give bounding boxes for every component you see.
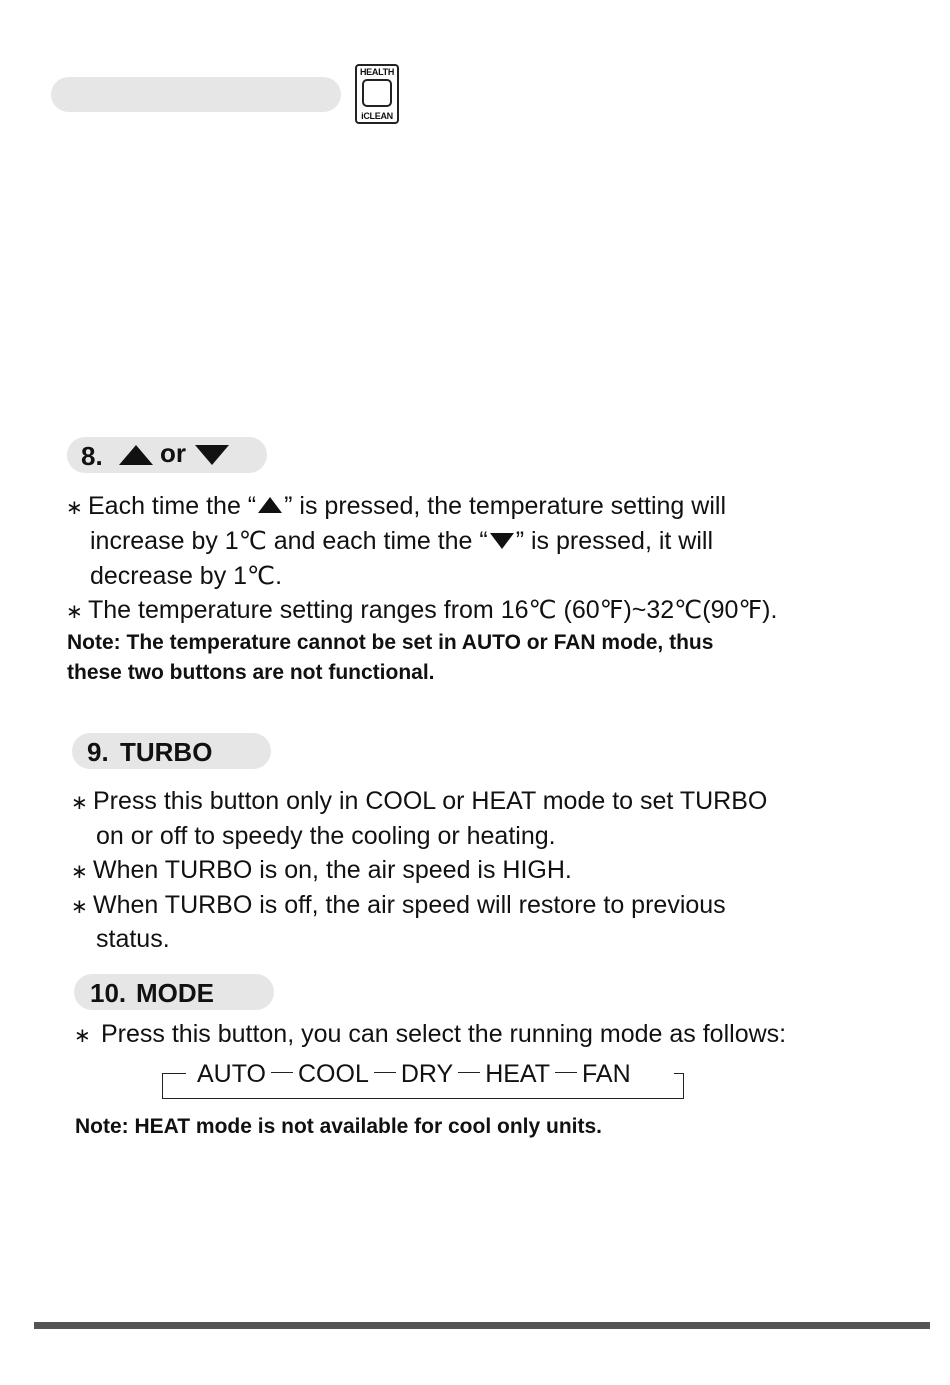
section-9-line-2: on or off to speedy the cooling or heating. — [96, 822, 556, 850]
section-9-label: TURBO — [120, 737, 213, 767]
arrow-icon — [271, 1072, 293, 1073]
bullet-star: ∗ — [66, 601, 83, 623]
mode-fan: FAN — [582, 1060, 631, 1088]
section-header-blank — [51, 77, 341, 112]
down-arrow-icon — [490, 533, 514, 549]
bullet-star: ∗ — [66, 497, 83, 519]
page-footer-rule — [34, 1322, 930, 1329]
mode-sequence — [196, 1059, 632, 1089]
health-iclean-button-icon — [355, 64, 399, 124]
section-8-number: 8. — [81, 441, 103, 471]
mode-cycle-diagram — [162, 1059, 686, 1103]
arrow-icon — [374, 1072, 396, 1073]
section-8-note-2: these two buttons are not functional. — [67, 661, 435, 684]
section-10-header — [74, 974, 274, 1010]
section-9-header — [72, 733, 271, 769]
section-8-line-2: increase by 1℃ and each time the “ ” is pressed, it will — [90, 527, 713, 555]
mode-heat: HEAT — [485, 1060, 551, 1088]
bullet-star: ∗ — [74, 1025, 91, 1047]
section-10-label: MODE — [136, 978, 214, 1008]
section-8-line-3: decrease by 1℃. — [90, 562, 283, 590]
section-9-line-5: status. — [96, 925, 170, 953]
health-label: HEALTH — [359, 67, 395, 77]
iclean-label: iCLEAN — [361, 111, 393, 121]
mode-auto: AUTO — [197, 1060, 266, 1088]
section-8-line-4: ∗ The temperature setting ranges from 16℃ (60℉)~32℃(90℉). — [66, 595, 777, 627]
bullet-star: ∗ — [71, 792, 88, 814]
section-9-number: 9. — [87, 737, 109, 767]
bullet-star: ∗ — [71, 896, 88, 918]
section-9-line-4: ∗ When TURBO is off, the air speed will restore to previous — [71, 890, 726, 922]
section-10-note: Note: HEAT mode is not available for cool only units. — [75, 1115, 602, 1138]
mode-cool: COOL — [298, 1060, 369, 1088]
section-10-number: 10. — [90, 978, 127, 1008]
button-square-icon — [362, 79, 392, 107]
section-8-or: or — [160, 438, 186, 468]
section-8-note-1: Note: The temperature cannot be set in AUTO or FAN mode, thus — [67, 631, 714, 654]
arrow-icon — [458, 1072, 480, 1073]
up-arrow-icon — [258, 497, 282, 513]
section-8-line-1: ∗ Each time the “ ” is pressed, the temperature setting will — [66, 491, 726, 523]
section-10-line-1: ∗ Press this button, you can select the running mode as follows: — [74, 1019, 786, 1051]
section-8-header — [67, 437, 267, 473]
mode-dry: DRY — [400, 1060, 454, 1088]
arrow-icon — [555, 1072, 577, 1073]
bullet-star: ∗ — [71, 861, 88, 883]
section-9-line-1: ∗ Press this button only in COOL or HEAT mode to set TURBO — [71, 786, 767, 818]
section-9-line-3: ∗ When TURBO is on, the air speed is HIGH. — [71, 855, 572, 887]
down-arrow-icon — [195, 445, 229, 465]
up-arrow-icon — [119, 445, 153, 465]
